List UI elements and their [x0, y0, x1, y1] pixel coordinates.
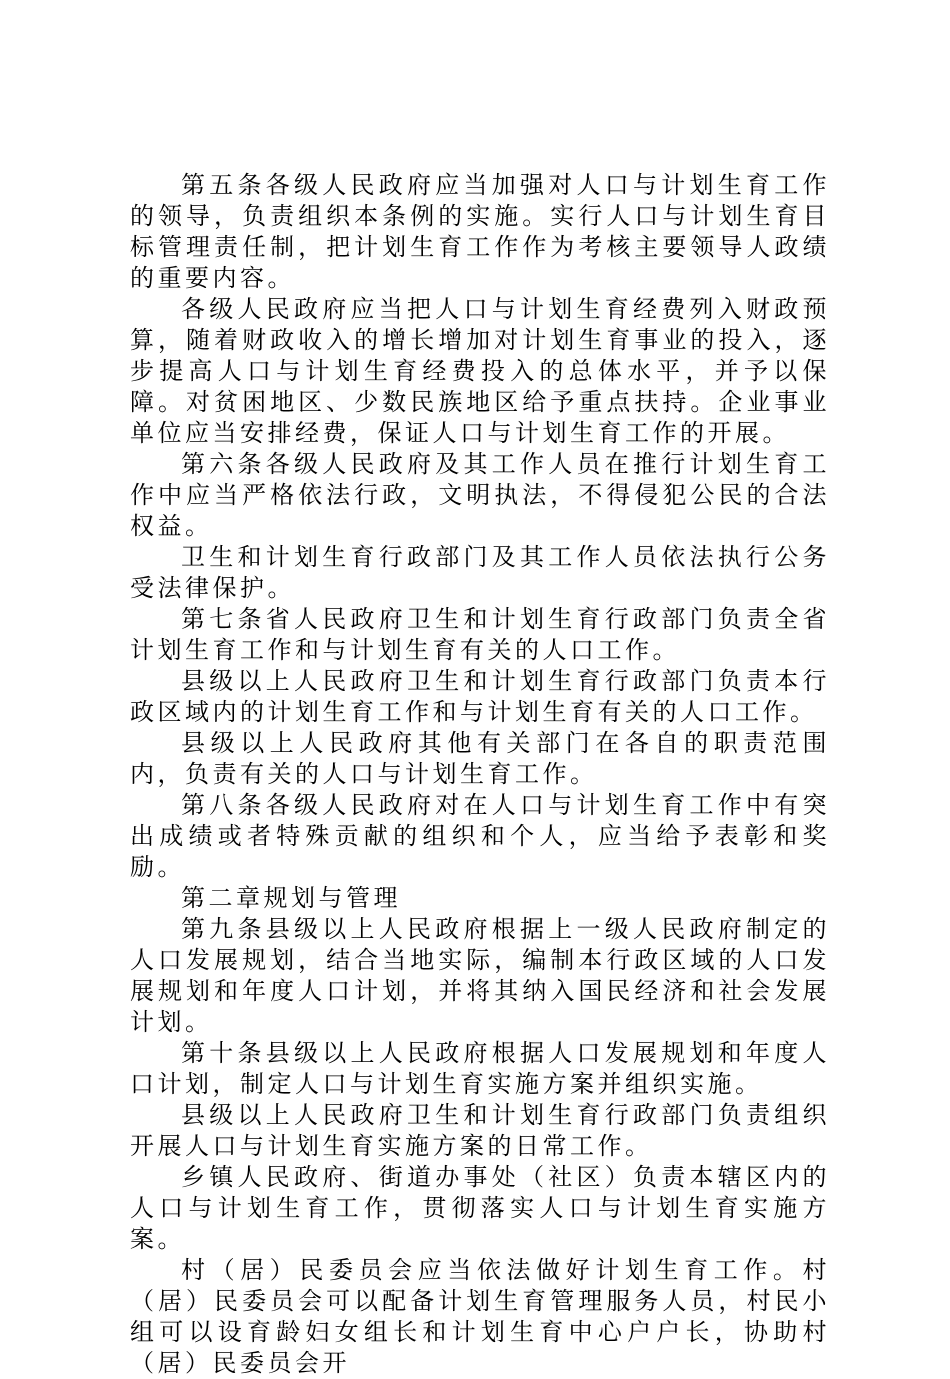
paragraph-township: 乡镇人民政府、街道办事处（社区）负责本辖区内的人口与计划生育工作，贯彻落实人口与计划生育实施方案。: [130, 1163, 830, 1253]
paragraph-article-7: 第七条省人民政府卫生和计划生育行政部门负责全省计划生育工作和与计划生育有关的人口工作。: [130, 605, 830, 664]
paragraph-article-9: 第九条县级以上人民政府根据上一级人民政府制定的人口发展规划，结合当地实际，编制本行政区域的人口发展规划和年度人口计划，并将其纳入国民经济和社会发展计划。: [130, 915, 830, 1036]
chapter-heading: 第二章规划与管理: [181, 884, 401, 912]
paragraph-legal-protection: 卫生和计划生育行政部门及其工作人员依法执行公务受法律保护。: [130, 543, 830, 602]
paragraph-article-6: 第六条各级人民政府及其工作人员在推行计划生育工作中应当严格依法行政，文明执法，不得侵犯公民的合法权益。: [130, 450, 830, 540]
paragraph-other-depts: 县级以上人民政府其他有关部门在各自的职责范围内，负责有关的人口与计划生育工作。: [130, 729, 830, 788]
paragraph-county-health-dept: 县级以上人民政府卫生和计划生育行政部门负责本行政区域内的计划生育工作和与计划生育有关的人口工作。: [130, 667, 830, 726]
paragraph-funding: 各级人民政府应当把人口与计划生育经费列入财政预算，随着财政收入的增长增加对计划生育事业的投入，逐步提高人口与计划生育经费投入的总体水平，并予以保障。对贫困地区、少数民族地区给予重点扶持。企业事业单位应当安排经费，保证人口与计划生育工作的开展。: [130, 295, 830, 447]
paragraph-article-8: 第八条各级人民政府对在人口与计划生育工作中有突出成绩或者特殊贡献的组织和个人，应当给予表彰和奖励。: [130, 791, 830, 881]
paragraph-article-5: 第五条各级人民政府应当加强对人口与计划生育工作的领导，负责组织本条例的实施。实行人口与计划生育目标管理责任制，把计划生育工作作为考核主要领导人政绩的重要内容。: [130, 171, 830, 292]
paragraph-daily-work: 县级以上人民政府卫生和计划生育行政部门负责组织开展人口与计划生育实施方案的日常工作。: [130, 1101, 830, 1160]
document-body: [130, 170, 830, 1379]
paragraph-article-10: 第十条县级以上人民政府根据人口发展规划和年度人口计划，制定人口与计划生育实施方案并组织实施。: [130, 1039, 830, 1098]
paragraph-village-committee: 村（居）民委员会应当依法做好计划生育工作。村（居）民委员会可以配备计划生育管理服务人员，村民小组可以设育龄妇女组长和计划生育中心户户长，协助村（居）民委员会开: [130, 1256, 830, 1377]
